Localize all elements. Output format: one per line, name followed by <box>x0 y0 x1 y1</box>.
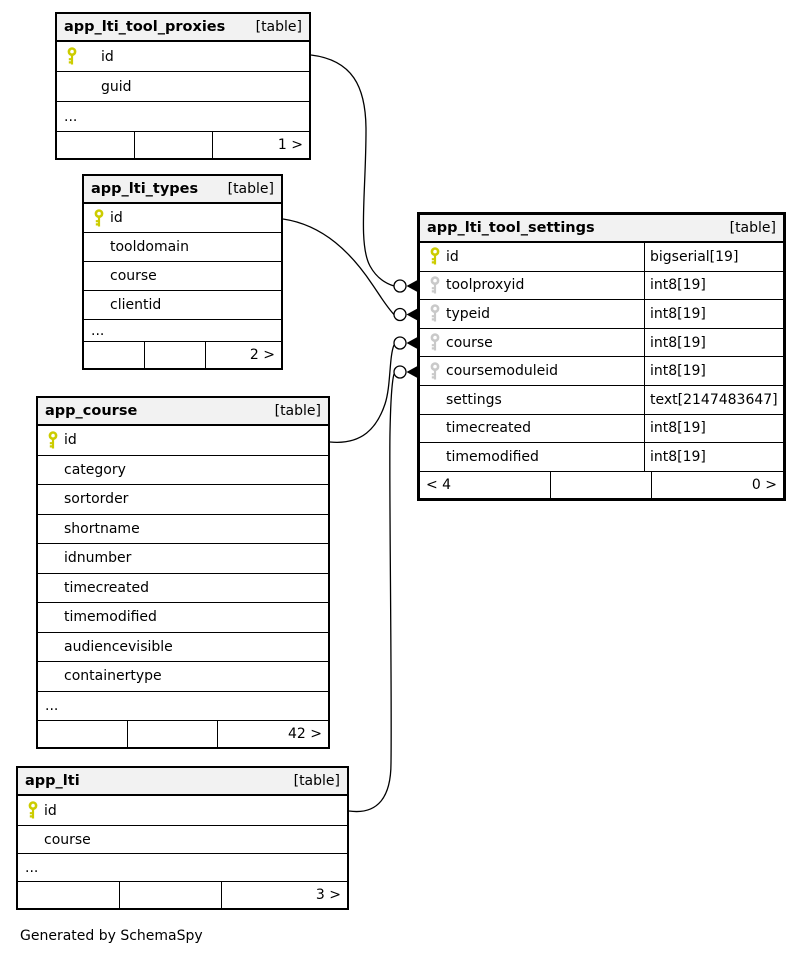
column-row <box>84 233 281 262</box>
table-app-lti[interactable] <box>16 766 349 910</box>
table-name: app_lti_tool_proxies <box>64 19 226 35</box>
column-row <box>420 329 783 358</box>
primary-key-icon <box>93 209 105 228</box>
column-name: coursemoduleid <box>446 363 559 380</box>
fk-arrow-marker <box>407 366 418 378</box>
column-name: tooldomain <box>110 239 189 255</box>
column-name: shortname <box>64 520 140 537</box>
table-app-lti-types[interactable] <box>82 174 283 370</box>
column-name: course <box>446 334 493 351</box>
fk-relationship-curve <box>330 345 394 442</box>
fk-relationship-curve <box>311 55 394 286</box>
table-footer <box>84 342 281 368</box>
table-badge: [table] <box>729 220 776 236</box>
table-badge: [table] <box>293 773 340 789</box>
column-name: clientid <box>110 297 162 313</box>
footer-cell <box>18 882 120 908</box>
ellipsis-label: ... <box>45 697 59 714</box>
fk-odot-marker <box>394 366 406 378</box>
table-badge: [table] <box>255 19 302 35</box>
foreign-key-icon <box>429 333 441 352</box>
table-header[interactable] <box>38 398 328 426</box>
column-type: bigserial[19] <box>644 242 783 272</box>
column-name: toolproxyid <box>446 277 525 294</box>
footer-cell <box>120 882 222 908</box>
column-row <box>84 291 281 320</box>
column-row <box>38 515 328 545</box>
footer-cell <box>84 342 145 368</box>
column-type: int8[19] <box>644 328 783 358</box>
column-type: text[2147483647] <box>644 385 783 415</box>
table-app-lti-tool-settings[interactable] <box>417 212 786 501</box>
table-badge: [table] <box>227 181 274 197</box>
table-footer <box>420 472 783 498</box>
footer-cell <box>135 132 213 158</box>
footer-cell <box>128 721 218 747</box>
column-row <box>38 633 328 663</box>
footer-cell <box>38 721 128 747</box>
primary-key-icon <box>27 801 39 820</box>
column-name: audiencevisible <box>64 638 173 655</box>
column-type: int8[19] <box>644 271 783 301</box>
column-row <box>57 72 309 102</box>
table-name: app_course <box>45 403 138 419</box>
column-name: id <box>44 802 57 819</box>
footer-cell <box>551 472 653 498</box>
relationship-types-typeid <box>283 219 417 321</box>
column-row <box>38 426 328 456</box>
column-name: category <box>64 461 126 478</box>
column-name: sortorder <box>64 491 129 508</box>
column-row <box>18 796 347 826</box>
column-row <box>38 603 328 633</box>
column-name: settings <box>446 391 502 408</box>
column-name: guid <box>101 78 132 95</box>
column-row <box>420 415 783 444</box>
footer-cell <box>145 342 206 368</box>
footer-count: 1 > <box>277 137 303 153</box>
footer-cell <box>57 132 135 158</box>
foreign-key-icon <box>429 276 441 295</box>
table-footer <box>18 882 347 908</box>
column-row <box>420 386 783 415</box>
fk-odot-marker <box>394 280 406 292</box>
column-name: id <box>110 210 123 226</box>
column-row <box>38 456 328 486</box>
column-row <box>38 574 328 604</box>
footer-count: 3 > <box>315 887 341 903</box>
column-name: containertype <box>64 668 162 685</box>
fk-relationship-curve <box>283 219 394 315</box>
column-name: timecreated <box>64 579 149 596</box>
fk-arrow-marker <box>407 280 418 292</box>
column-name: id <box>446 248 459 265</box>
table-header[interactable] <box>420 215 783 243</box>
ellipsis-label: ... <box>91 322 105 339</box>
more-columns-row <box>84 320 281 342</box>
column-name: id <box>101 48 114 65</box>
column-name: typeid <box>446 305 491 322</box>
column-type: int8[19] <box>644 442 783 472</box>
column-row <box>420 243 783 272</box>
primary-key-icon <box>66 47 78 66</box>
column-row <box>18 826 347 854</box>
generator-note: Generated by SchemaSpy <box>20 928 203 944</box>
column-row <box>420 300 783 329</box>
footer-count-in: < 4 <box>420 472 551 498</box>
table-header[interactable] <box>84 176 281 204</box>
fk-odot-marker <box>394 337 406 349</box>
column-row <box>38 662 328 692</box>
ellipsis-label: ... <box>64 108 78 125</box>
table-badge: [table] <box>274 403 321 419</box>
more-columns-row <box>57 102 309 132</box>
table-name: app_lti <box>25 773 80 789</box>
column-name: timecreated <box>446 420 531 437</box>
primary-key-icon <box>429 247 441 266</box>
column-row <box>420 272 783 301</box>
table-app-lti-tool-proxies[interactable] <box>55 12 311 160</box>
column-row <box>84 262 281 291</box>
footer-count-out: 0 > <box>751 476 777 493</box>
column-row <box>38 544 328 574</box>
column-name: course <box>44 831 91 848</box>
table-app-course[interactable] <box>36 396 330 749</box>
table-header[interactable] <box>18 768 347 796</box>
foreign-key-icon <box>429 362 441 381</box>
column-type: int8[19] <box>644 299 783 329</box>
column-name: timemodified <box>64 609 157 626</box>
relationship-proxies-toolproxyid <box>311 55 417 292</box>
relationship-lti-coursemoduleid <box>349 366 417 812</box>
column-name: idnumber <box>64 550 132 567</box>
column-row <box>420 443 783 472</box>
column-name: timemodified <box>446 448 539 465</box>
table-header[interactable] <box>57 14 309 42</box>
fk-odot-marker <box>394 309 406 321</box>
footer-count: 2 > <box>249 347 275 363</box>
fk-arrow-marker <box>407 337 418 349</box>
relationship-course-course <box>330 337 417 442</box>
column-type: int8[19] <box>644 356 783 386</box>
column-row <box>84 204 281 233</box>
column-name: id <box>64 432 77 449</box>
column-row <box>38 485 328 515</box>
table-footer <box>57 132 309 158</box>
table-footer <box>38 721 328 747</box>
column-row <box>420 357 783 386</box>
table-name: app_lti_tool_settings <box>427 220 595 236</box>
column-row <box>57 42 309 72</box>
ellipsis-label: ... <box>25 859 39 876</box>
primary-key-icon <box>47 431 59 450</box>
table-name: app_lti_types <box>91 181 199 197</box>
column-name: course <box>110 268 157 284</box>
more-columns-row <box>18 854 347 882</box>
column-type: int8[19] <box>644 414 783 444</box>
more-columns-row <box>38 692 328 722</box>
fk-arrow-marker <box>407 309 418 321</box>
foreign-key-icon <box>429 304 441 323</box>
footer-count: 42 > <box>287 726 322 742</box>
